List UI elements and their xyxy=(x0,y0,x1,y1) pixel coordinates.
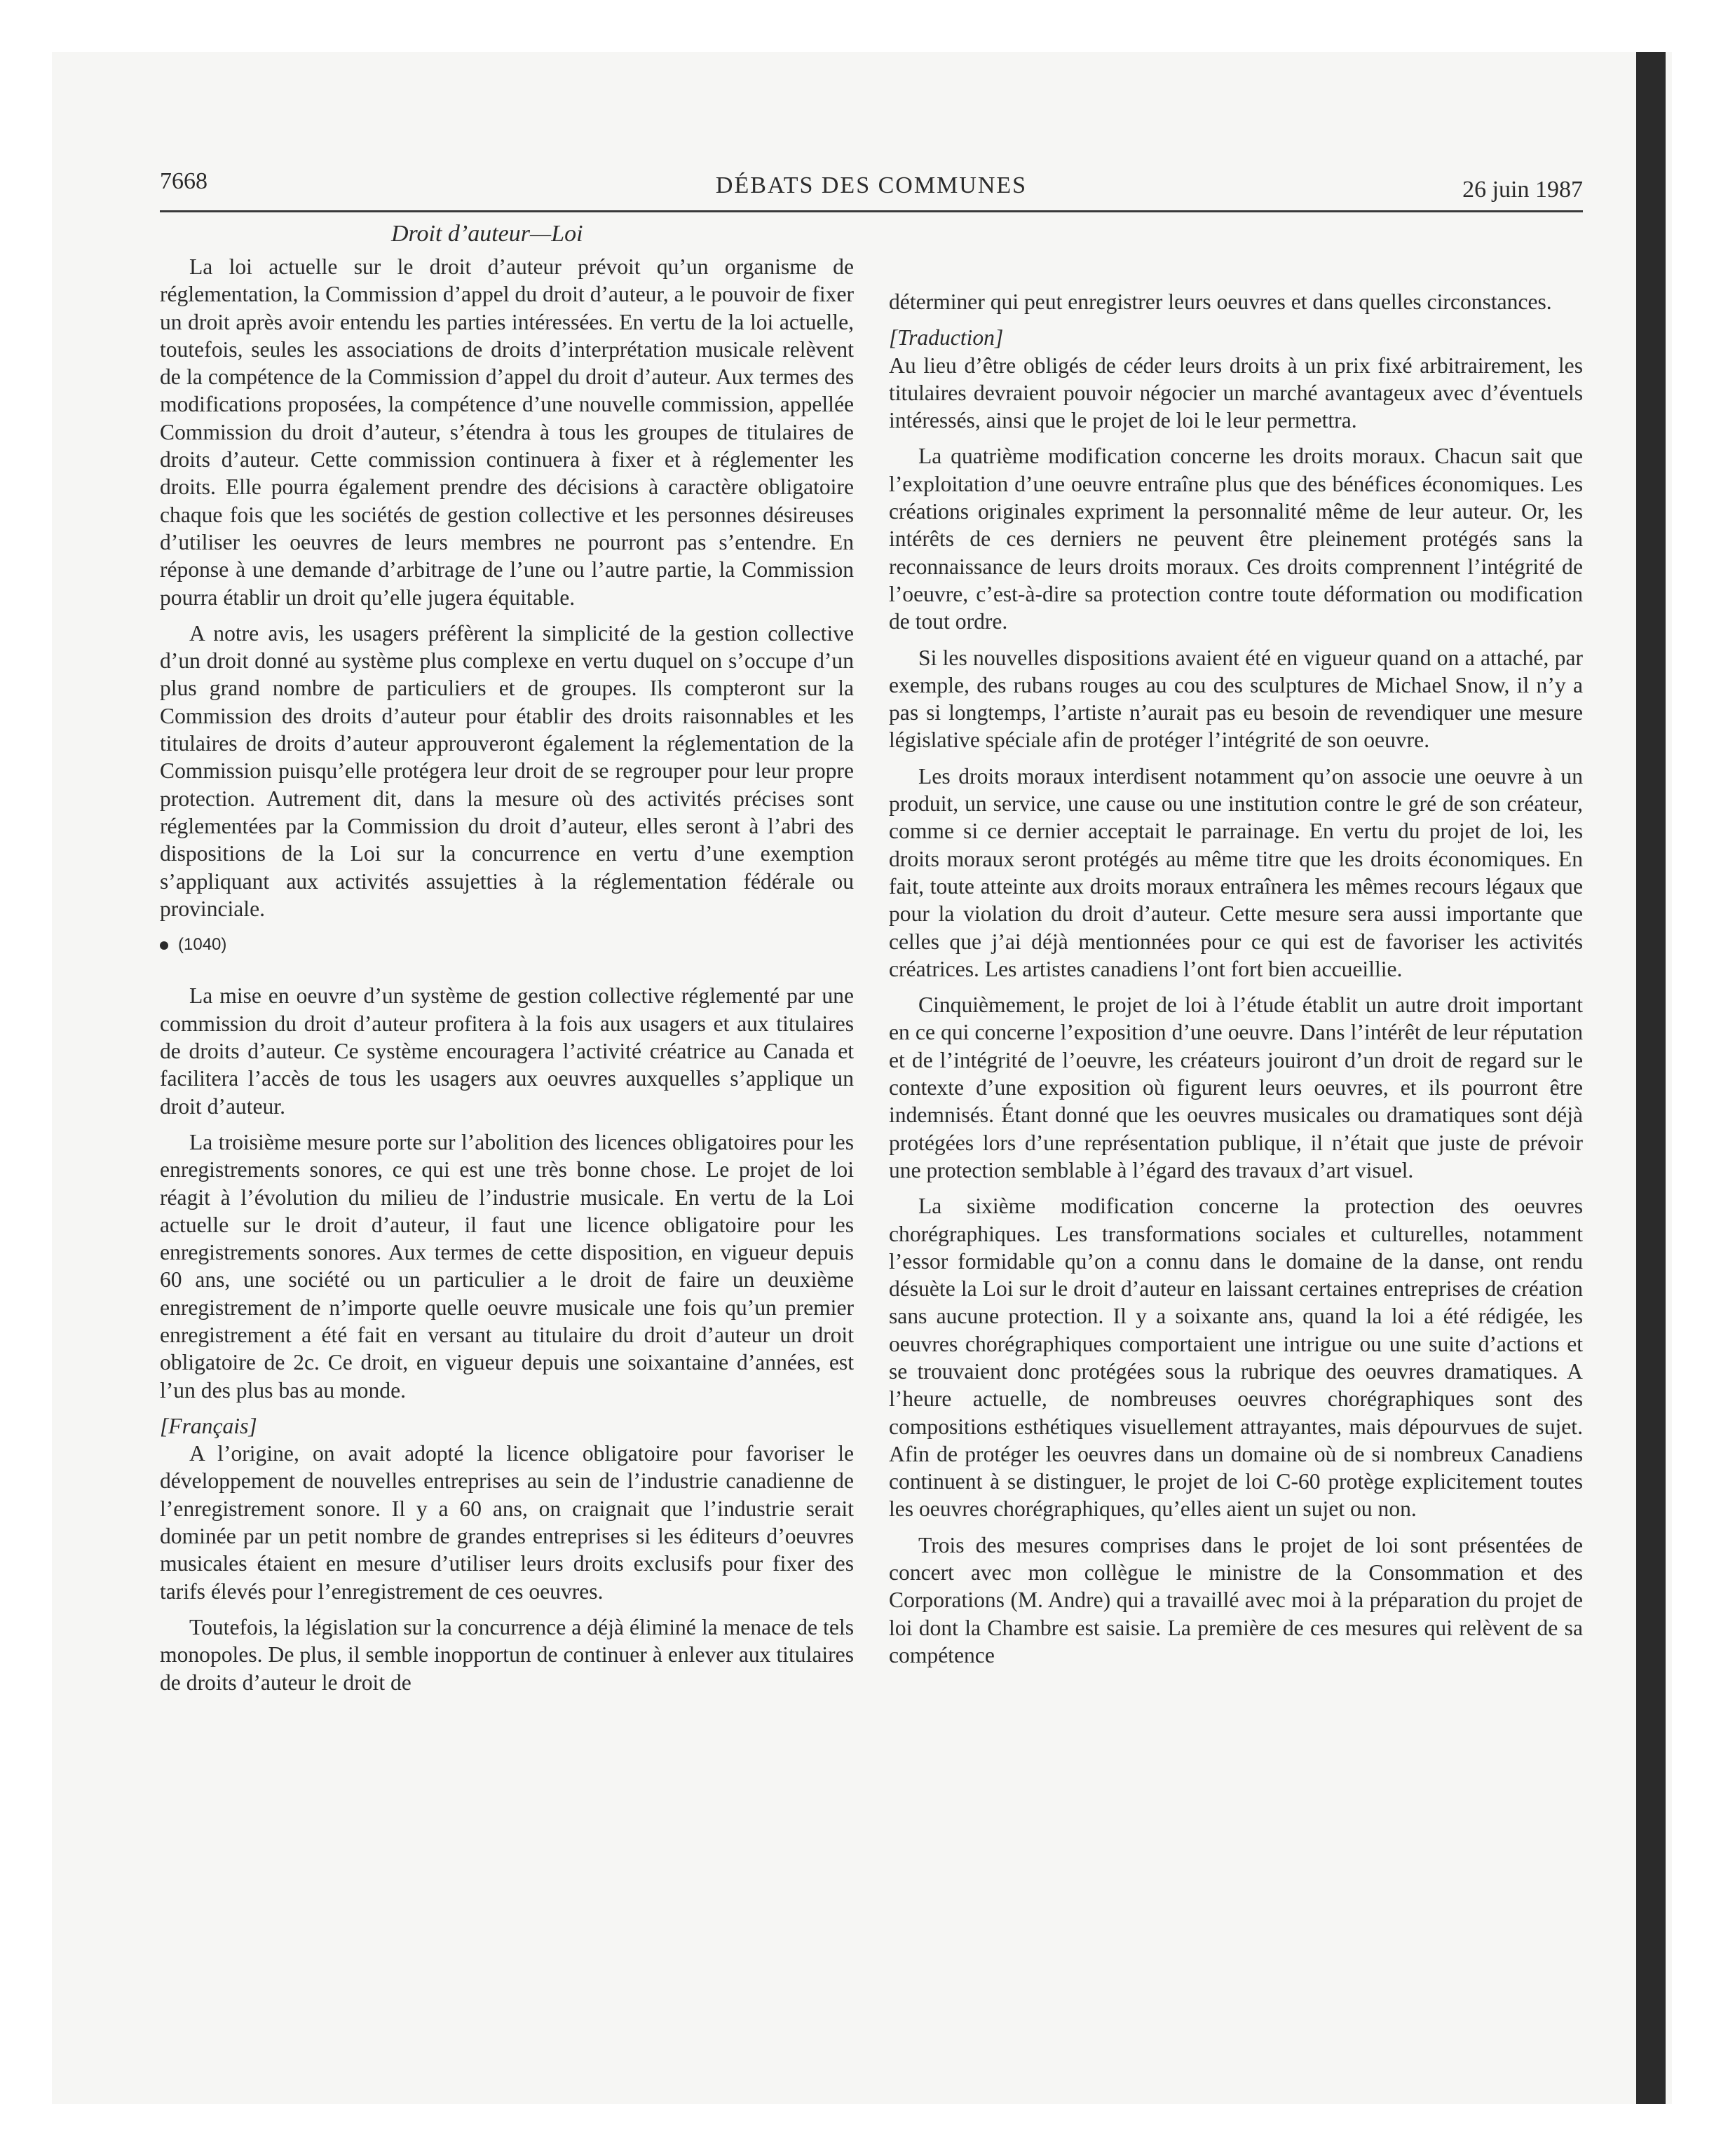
paragraph: La sixième modification concerne la protection des oeuvres chorégraphiques. Les transformations sociales et culturelles, notamment l’essor formidable qu’on a connu dans le domaine de la danse, ont rendu désuète la Loi sur le droit d’auteur en laissant certaines entreprises de création sans aucune protection. Il y a soixante ans, quand la loi a été rédigée, les oeuvres chorégraphiques comportaient une intrigue ou une suite d’actions et se trouvaient donc protégées sous la rubrique des oeuvres dramatiques. A l’heure actuelle, de nombreuses oeuvres chorégraphiques sont des compositions esthétiques visuellement attrayantes, mais dépourvues de sujet. Afin de protéger les oeuvres dans un domaine où de si nombreux Canadiens continuent à se distinguer, le projet de loi C-60 protège explicitement toutes les oeuvres chorégraphiques, qu’elles aient un sujet ou non. xyxy=(889,1194,1583,1522)
paragraph: Si les nouvelles dispositions avaient été en vigueur quand on a attaché, par exemple, des rubans rouges au cou des sculptures de Michael Snow, il n’y a pas si longtemps, l’artiste n’aurait pas eu besoin de revendiquer une mesure législative spéciale afin de protéger l’intégrité de son oeuvre. xyxy=(889,645,1583,753)
scan-edge-shadow xyxy=(1636,52,1666,2104)
paragraph: La mise en oeuvre d’un système de gestion collective réglementé par une commission du droit d’auteur profitera à la fois aux usagers et aux titulaires de droits d’auteur. Ce système encouragera l’activité créatrice au Canada et facilitera l’accès de tous les usagers aux oeuvres auxquelles s’applique un droit d’auteur. xyxy=(160,983,854,1119)
language-tag: [Français] xyxy=(160,1413,257,1438)
left-column xyxy=(160,253,854,1705)
right-column xyxy=(889,288,1583,1677)
paragraph: A notre avis, les usagers préfèrent la simplicité de la gestion collective d’un droit donné au système plus complexe en vertu duquel on s’occupe d’un plus grand nombre de particuliers et de groupes. Ils compteront sur la Commission des droits d’auteur pour établir des droits raisonnables et les titulaires de droits d’auteur approuveront également la réglementation de la Commission puisqu’elle protégera leur droit de se regrouper pour leur propre protection. Autrement dit, dans la mesure où des activités précises sont réglementées par la Commission du droit d’auteur, elles seront à l’abri des dispositions de la Loi sur la concurrence en vertu d’une exemption s’appliquant aux activités assujetties à la réglementation fédérale ou provinciale. xyxy=(160,620,854,921)
time-marker xyxy=(160,931,854,958)
paragraph: Cinquièmement, le projet de loi à l’étude établit un autre droit important en ce qui concerne l’exposition d’une oeuvre. Dans l’intérêt de leur réputation et de l’intégrité de l’oeuvre, les créateurs jouiront d’un droit de regard sur le contexte d’une exposition où figurent leurs oeuvres, et ils pourront être indemnisés. Étant donné que les oeuvres musicales ou dramatiques sont déjà protégées lors d’une représentation publique, il n’était que juste de prévoir une protection semblable à l’égard des travaux d’art visuel. xyxy=(889,992,1583,1182)
paragraph: La quatrième modification concerne les droits moraux. Chacun sait que l’exploitation d’une oeuvre entraîne plus que des bénéfices économiques. Les créations originales expriment la personnalité même de leur auteur. Or, les intérêts de ces derniers ne peuvent être pleinement protégés sans la reconnaissance de leurs droits moraux. Ces droits comprennent l’intégrité de l’oeuvre, c’est-à-dire sa protection contre toute déformation ou modification de tout ordre. xyxy=(889,444,1583,634)
page-header xyxy=(160,168,1583,212)
publication-title: DÉBATS DES COMMUNES xyxy=(715,172,1028,198)
section-subtitle: Droit d’auteur—Loi xyxy=(391,221,583,247)
hansard-page xyxy=(160,168,1583,1695)
paragraph: Au lieu d’être obligés de céder leurs droits à un prix fixé arbitrairement, les titulaires devraient pouvoir négocier un marché avantageux avec d’éventuels intéressés, ainsi que le projet de loi le leur permettra. xyxy=(889,353,1583,433)
paragraph: Trois des mesures comprises dans le projet de loi sont présentées de concert avec mon collègue le ministre de la Consommation et des Corporations (M. Andre) qui a travaillé avec moi à la préparation du projet de loi dont la Chambre est saisie. La première de ces mesures qui relèvent de sa compétence xyxy=(889,1532,1583,1667)
paragraph: La loi actuelle sur le droit d’auteur prévoit qu’un organisme de réglementation, la Commission d’appel du droit d’auteur, a le pouvoir de fixer un droit après avoir entendu les parties intéressées. En vertu de la loi actuelle, toutefois, seules les associations de droits d’interprétation musicale relèvent de la compétence de la Commission d’appel du droit d’auteur. Aux termes des modifications proposées, la compétence d’une nouvelle commission, appellée Commission du droit d’auteur, s’étendra à tous les groupes de titulaires de droits d’auteur. Cette commission continuera à fixer et à réglementer les droits. Elle pourra également prendre des décisions à caractère obligatoire chaque fois que les sociétés de gestion collective et les personnes désireuses d’utiliser les oeuvres de leurs membres ne pourront pas s’entendre. En réponse à une demande d’arbitrage de l’une ou l’autre partie, la Commission pourra établir un droit qu’elle jugera équitable. xyxy=(160,254,854,610)
bullet-icon xyxy=(160,941,168,950)
page-number: 7668 xyxy=(160,168,207,194)
page-date: 26 juin 1987 xyxy=(1462,177,1583,203)
language-tag: [Traduction] xyxy=(889,325,1004,350)
paragraph: La troisième mesure porte sur l’abolition des licences obligatoires pour les enregistrements sonores, ce qui est une très bonne chose. Le projet de loi réagit à l’évolution du milieu de l’industrie musicale. En vertu de la Loi actuelle sur le droit d’auteur, il faut une licence obligatoire pour les enregistrements sonores. Aux termes de cette disposition, en vigueur depuis 60 ans, une société ou un particulier a le droit de faire un deuxième enregistrement de n’importe quelle oeuvre musicale une fois qu’un premier enregistrement a été fait en versant au titulaire du droit d’auteur un droit obligatoire de 2c. Ce droit, en vigueur depuis une soixantaine d’années, est l’un des plus bas au monde. xyxy=(160,1129,854,1403)
paragraph: Toutefois, la législation sur la concurrence a déjà éliminé la menace de tels monopoles. De plus, il semble inopportun de continuer à enlever aux titulaires de droits d’auteur le droit de xyxy=(160,1614,854,1695)
paragraph: déterminer qui peut enregistrer leurs oeuvres et dans quelles circonstances. xyxy=(889,289,1552,314)
time-marker-label: (1040) xyxy=(178,935,227,955)
paragraph: A l’origine, on avait adopté la licence obligatoire pour favoriser le développement de nouvelles entreprises au sein de l’industrie canadienne de l’enregistrement sonore. Il y a 60 ans, on craignait que l’industrie serait dominée par un petit nombre de grandes entreprises si les éditeurs d’oeuvres musicales étaient en mesure d’utiliser leurs droits exclusifs pour fixer des tarifs élevés pour l’enregistrement de ces oeuvres. xyxy=(160,1441,854,1604)
paragraph: Les droits moraux interdisent notamment qu’on associe une oeuvre à un produit, un service, une cause ou une institution contre le gré de son créateur, comme si ce dernier acceptait le parrainage. En vertu du projet de loi, les droits moraux seront protégés au même titre que les droits économiques. En fait, toute atteinte aux droits moraux entraînera les mêmes recours légaux que pour la violation du droit d’auteur. Cette mesure sera aussi importante que celles que j’ai déjà mentionnées pour ce qui est de favoriser les activités créatrices. Les artistes canadiens l’ont fort bien accueillie. xyxy=(889,763,1583,981)
